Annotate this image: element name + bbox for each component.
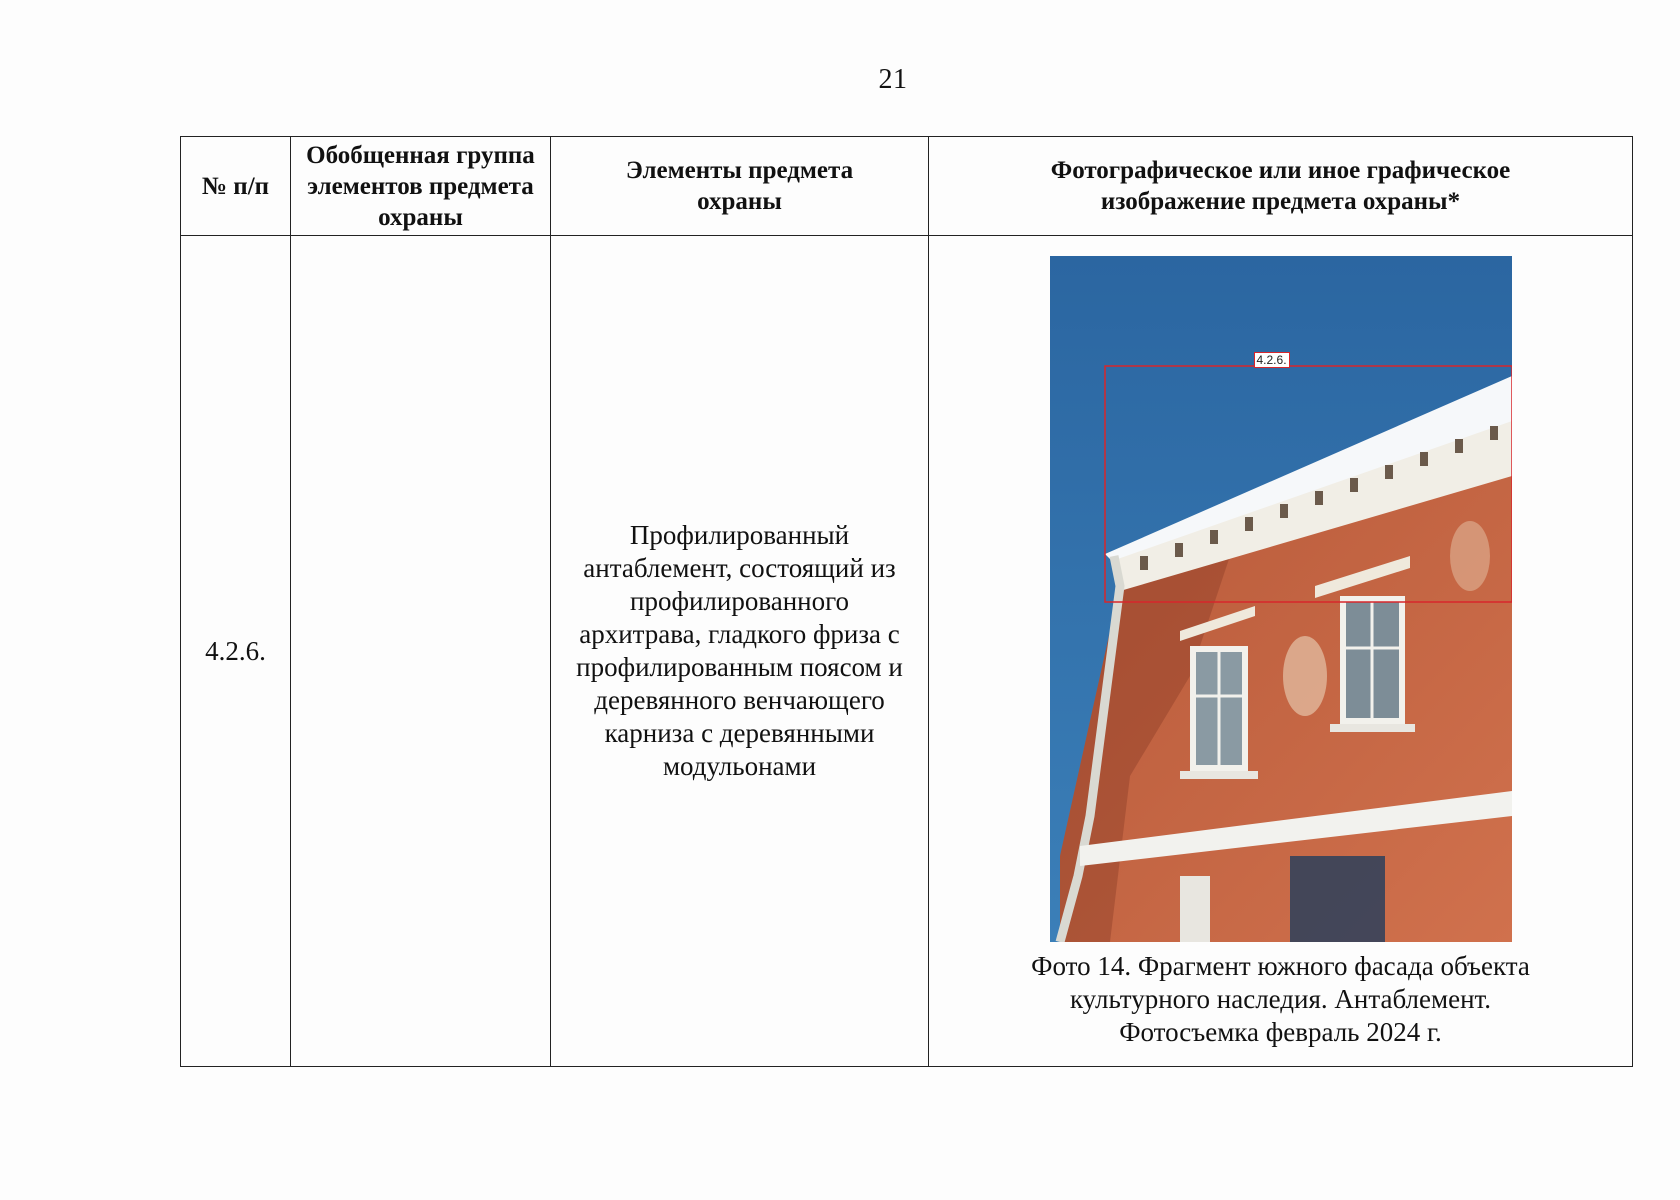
caption-line-3: Фотосъемка февраль 2024 г. bbox=[1119, 1017, 1442, 1047]
header-group: Обобщенная группа элементов предмета охраны bbox=[291, 137, 551, 236]
photo-caption bbox=[929, 950, 1632, 1049]
caption-line-2: культурного наследия. Антаблемент. bbox=[1069, 984, 1492, 1014]
table-header-row bbox=[181, 137, 1633, 236]
page-number: 21 bbox=[878, 64, 908, 95]
header-num: № п/п bbox=[181, 137, 291, 236]
header-photo: Фотографическое или иное графическое изображение предмета охраны* bbox=[929, 137, 1633, 236]
annotation-label: 4.2.6. bbox=[1254, 352, 1290, 368]
row-group bbox=[291, 236, 551, 1067]
protection-elements-table bbox=[180, 136, 1633, 1067]
header-elements: Элементы предмета охраны bbox=[551, 137, 929, 236]
elements-description: Профилированный антаблемент, состоящий из профилированного архитрава, гладкого фриза с профилированным поясом и деревянного венчающего карниза с деревянными модульонами bbox=[576, 520, 903, 781]
facade-photo bbox=[1050, 256, 1512, 942]
row-photo-cell bbox=[929, 236, 1633, 1067]
table-row bbox=[181, 236, 1633, 1067]
row-elements bbox=[551, 236, 929, 1067]
row-number: 4.2.6. bbox=[181, 236, 291, 1067]
caption-line-1: Фото 14. Фрагмент южного фасада объекта bbox=[1031, 951, 1530, 981]
